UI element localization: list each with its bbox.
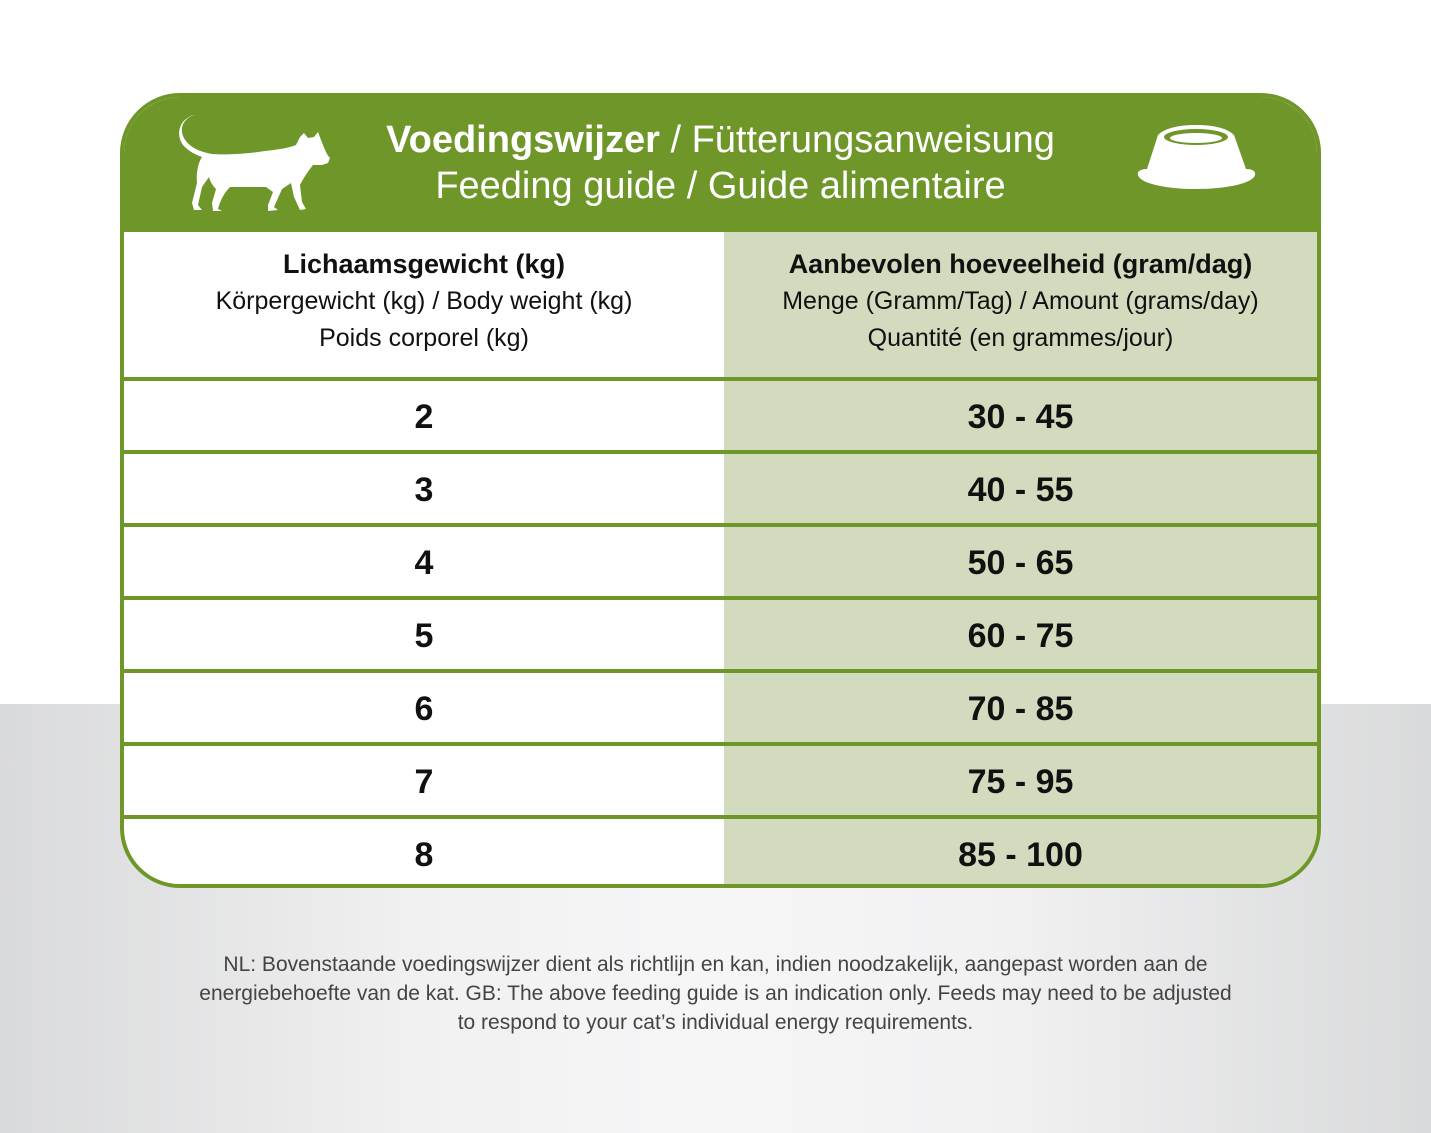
amount-cell: 85 - 100 — [958, 836, 1083, 874]
amount-cell: 70 - 85 — [967, 690, 1074, 728]
title-bold: Voedingswijzer — [386, 119, 660, 161]
weight-cell: 5 — [414, 617, 434, 655]
weight-cell: 2 — [414, 398, 434, 436]
amount-header-de-en: Menge (Gramm/Tag) / Amount (grams/day) — [782, 287, 1259, 315]
title-line-2: Feeding guide / Guide alimentaire — [435, 165, 1006, 207]
table-row — [124, 673, 1317, 742]
table-header-row — [124, 232, 1317, 377]
weight-cell: 7 — [414, 763, 434, 801]
note-line-1: NL: Bovenstaande voedingswijzer dient als richtlijn en kan, indien noodzakelijk, aangepast worden aan de — [223, 953, 1208, 976]
weight-header-de-en: Körpergewicht (kg) / Body weight (kg) — [215, 287, 633, 315]
amount-header-nl: Aanbevolen hoeveelheid (gram/dag) — [788, 249, 1253, 279]
table-row — [124, 746, 1317, 815]
weight-cell: 6 — [414, 690, 434, 728]
disclaimer-note — [150, 950, 1281, 1037]
food-bowl-icon — [1134, 125, 1259, 195]
amount-column-header — [724, 232, 1317, 377]
table-row — [124, 600, 1317, 669]
weight-cell: 4 — [414, 544, 434, 582]
weight-column-header — [124, 232, 724, 377]
weight-cell: 8 — [414, 836, 434, 874]
amount-cell: 60 - 75 — [967, 617, 1074, 655]
table-row — [124, 381, 1317, 450]
table-row — [124, 819, 1317, 888]
table-row — [124, 527, 1317, 596]
note-line-3: to respond to your cat’s individual energy requirements. — [457, 1011, 974, 1034]
weight-header-fr: Poids corporel (kg) — [319, 324, 529, 352]
weight-header-nl: Lichaamsgewicht (kg) — [282, 249, 566, 279]
amount-cell: 40 - 55 — [967, 471, 1074, 509]
amount-cell: 30 - 45 — [967, 398, 1074, 436]
header-banner — [124, 97, 1317, 232]
feeding-guide-card — [120, 93, 1321, 888]
amount-cell: 50 - 65 — [967, 544, 1074, 582]
title-line-1-rest: / Fütterungsanweisung — [659, 119, 1055, 161]
note-line-2: energiebehoefte van de kat. GB: The above feeding guide is an indication only. Feeds may need to be adjusted — [199, 982, 1232, 1005]
amount-cell: 75 - 95 — [967, 763, 1074, 801]
weight-cell: 3 — [414, 471, 434, 509]
table-row — [124, 454, 1317, 523]
amount-header-fr: Quantité (en grammes/jour) — [867, 324, 1174, 352]
